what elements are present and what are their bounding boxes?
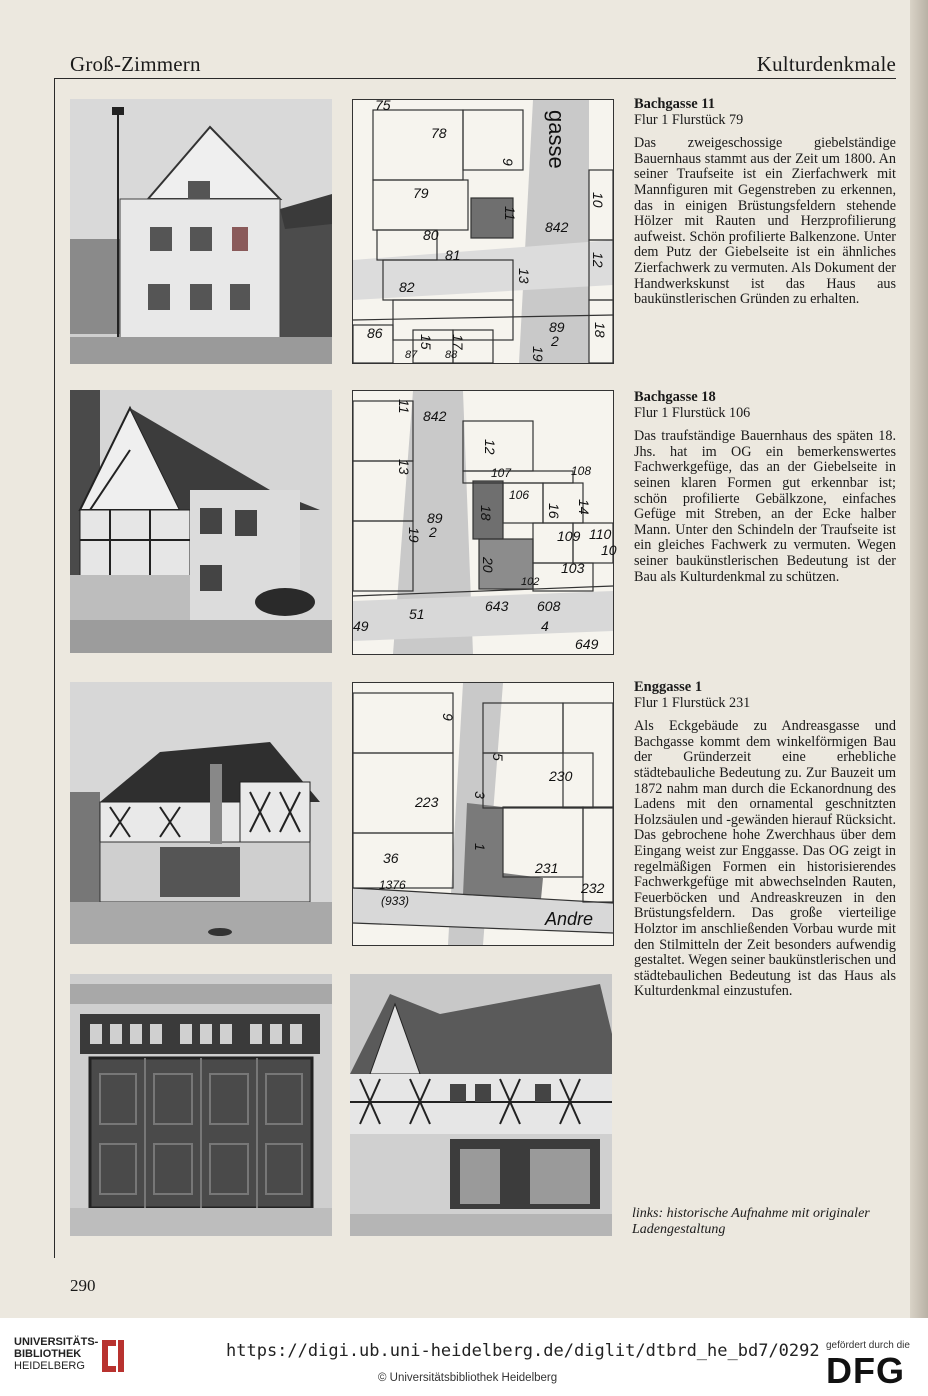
entry-parcel: Flur 1 Flurstück 106 <box>634 404 751 421</box>
map2-label: 608 <box>537 598 561 614</box>
map2-label: 13 <box>396 459 412 475</box>
permalink-url[interactable]: https://digi.ub.uni-heidelberg.de/diglit/dtbrd_he_bd7/0292 <box>226 1341 820 1361</box>
page-edge <box>910 0 928 1318</box>
map1-label: 89 <box>549 319 565 335</box>
map1-label: 87 <box>405 349 418 361</box>
dfg-logo[interactable]: DFG <box>826 1350 905 1391</box>
map1-label: 80 <box>423 227 439 243</box>
map3-label: 1 <box>472 843 488 851</box>
cadastral-map-bachgasse-18 <box>352 390 617 655</box>
map1-label: 2 <box>551 333 559 349</box>
map2-label: 842 <box>423 408 447 424</box>
map2-label: 10 <box>601 542 617 558</box>
map3-label: 5 <box>490 753 506 761</box>
library-name-line: UNIVERSITÄTS- <box>14 1336 99 1348</box>
map1-label: 81 <box>445 247 461 263</box>
entry-parcel: Flur 1 Flurstück 231 <box>634 694 751 711</box>
running-header-right: Kulturdenkmale <box>756 52 896 76</box>
map1-label: 86 <box>367 325 383 341</box>
map3-label: 232 <box>581 880 605 896</box>
photo-wooden-gate <box>70 974 332 1236</box>
map3-label: 230 <box>549 768 573 784</box>
map3-label: 36 <box>383 850 399 866</box>
map2-label: 12 <box>482 439 498 455</box>
map2-label: 103 <box>561 560 585 576</box>
map1-label: 13 <box>516 268 532 284</box>
map2-label: 20 <box>480 557 496 573</box>
map2-label: 4 <box>541 618 549 634</box>
entry-text: Das zweigeschossige giebelständige Bauernhaus stammt aus der Zeit um 1800. An seiner Traufseite ist ein Zierfachwerk mit Mannfiguren mit Gegenstreben zu erkennen, das in einigen Brüstungsfeldern stehende Hölzer mit Rauten und Herzprofilierung aufweist. Schön profilierte Balkenzone. Unter dem Putz der Giebelseite ist ein ähnliches Zierfachwerk zu vermuten. Als Dokument der Handwerkskunst ist das Haus aus baukünstlerischen Gründen zu erhalten. <box>634 135 896 308</box>
photo-bachgasse-18 <box>70 390 332 653</box>
map3-label: (933) <box>381 894 410 908</box>
map2-label: 18 <box>478 505 494 521</box>
map3-label: 3 <box>472 791 488 799</box>
map2-label: 106 <box>509 488 530 502</box>
map2-label: 14 <box>576 499 592 515</box>
entry-bachgasse-11 <box>634 97 896 308</box>
map2-label: 19 <box>406 527 422 543</box>
map2-label: 51 <box>409 606 425 622</box>
entry-text: Als Eckgebäude zu Andreasgasse und Bachgasse kommt dem winkelförmigen Bau der Gründerzeit eine erhebliche städtebauliche Bedeutung zu. Zur Bauzeit um 1872 nahm man durch die Eckanordnung des Ladens mit den ornamental geschnitzten Holzsäulen und -gewänden hierauf Rücksicht. Das gebrochene hohe Zwerchhaus über dem Eingang weist zur Enggasse. Das OG zeigt in regelmäßigen Formen ein historisierendes Fachwerkgefüge mit abwechselnden Rauten, Feuerböcken und Andreaskreuzen in den Brüstungsfeldern. Das große vierteilige Holztor im anschließenden Vorbau wurde mit den Stilmitteln der Zeit besonders aufwendig gestaltet. Wegen seiner baukünstlerischen und städtebaulichen Bedeutung ist das Haus als Kulturdenkmal einzustufen. <box>634 718 896 1000</box>
map3-label: 231 <box>535 860 559 876</box>
library-name-line: BIBLIOTHEK <box>14 1348 82 1360</box>
page-number: 290 <box>70 1276 96 1295</box>
map2-label: 11 <box>396 399 412 414</box>
map1-label: 842 <box>545 219 569 235</box>
cadastral-map-enggasse-1 <box>352 682 614 946</box>
running-header-left: Groß-Zimmern <box>70 52 201 76</box>
map3-label: 9 <box>440 713 456 721</box>
map2-label: 110 <box>589 526 612 542</box>
map3-label: 223 <box>415 794 439 810</box>
entry-parcel: Flur 1 Flurstück 79 <box>634 111 744 128</box>
map2-label: 16 <box>546 503 562 519</box>
map2-label: 49 <box>353 618 369 634</box>
map1-label: 9 <box>500 158 516 166</box>
ub-heidelberg-logo[interactable] <box>14 1336 98 1372</box>
map2-label: 643 <box>485 598 509 614</box>
copyright-notice: © Universitätsbibliothek Heidelberg <box>378 1372 558 1384</box>
entry-title: Enggasse 1 <box>634 679 703 695</box>
map1-label: 17 <box>450 334 466 350</box>
map1-street-label: gasse <box>544 110 569 169</box>
map2-label: 649 <box>575 636 599 652</box>
map1-label: 18 <box>592 322 608 338</box>
map1-label: 82 <box>399 279 415 295</box>
margin-rule <box>54 78 55 1258</box>
map1-label: 19 <box>530 346 546 362</box>
photo-historic-shop <box>350 974 612 1236</box>
photo-caption: links: historische Aufnahme mit originaler Ladengestaltung <box>632 1206 870 1237</box>
entry-bachgasse-18 <box>634 390 896 585</box>
map1-label: 75 <box>375 97 391 113</box>
map2-label: 109 <box>557 528 581 544</box>
entry-enggasse-1 <box>634 680 896 1000</box>
map3-street-label: Andre <box>545 909 594 929</box>
map1-label: 10 <box>590 192 606 208</box>
photo-enggasse-1 <box>70 682 332 944</box>
map1-label: 78 <box>431 125 447 141</box>
cadastral-map-bachgasse-11 <box>352 99 614 364</box>
photo-bachgasse-11 <box>70 99 332 364</box>
map1-label: 79 <box>413 185 429 201</box>
map1-label: 11 <box>502 206 518 221</box>
entry-title: Bachgasse 18 <box>634 389 716 405</box>
map2-label: 107 <box>491 466 512 480</box>
map1-label: 88 <box>445 349 458 361</box>
library-mark-icon <box>98 1336 128 1376</box>
map1-label: 12 <box>590 252 606 268</box>
entry-title: Bachgasse 11 <box>634 96 715 112</box>
entry-text: Das traufständige Bauernhaus des späten 18. Jhs. hat im OG ein bemerkenswertes Fachwerkgefüge, das an der Giebelseite in seinen klaren Formen gut erkennbar ist; schön profilierte Gebälkzone, einfaches Gefüge mit Streben, an der Ecke halber Mann. Unter den Schindeln der Traufseite ist ein gleiches Fachwerk zu vermuten. Wegen seiner baukünstlerischen Bedeutung ist der Bau als Kulturdenkmal zu schützen. <box>634 428 896 585</box>
header-rule <box>54 78 896 79</box>
map2-label: 102 <box>521 576 540 588</box>
map1-label: 15 <box>418 334 434 350</box>
funding-note: gefördert durch die <box>826 1340 910 1351</box>
map3-label: 1376 <box>379 878 406 892</box>
map2-label: 2 <box>429 524 437 540</box>
library-name-line: HEIDELBERG <box>14 1360 85 1372</box>
map2-label: 89 <box>427 510 443 526</box>
map2-label: 108 <box>571 464 592 478</box>
